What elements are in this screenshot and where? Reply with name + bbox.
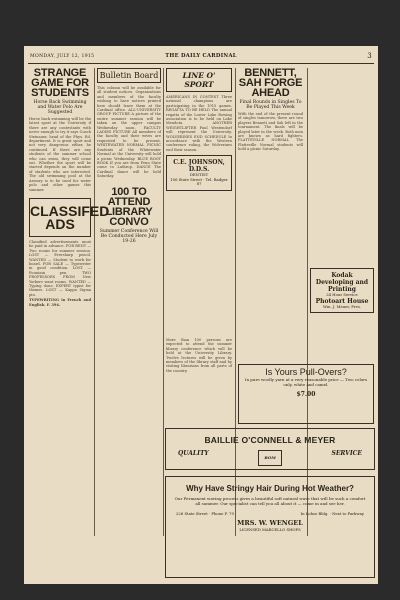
article-body: Horse back swimming will be the latest sport at the University if there are any contestants with nerve enough to try it says Coach Steinauer, head of the Phys. Ed. department. It is great sport and not very dangerous either, he continued. If there are any students of the summer school who can swim, they will come out. Whether the sport will be started depends on the number of students who are interested. The old swimming pool at the Armory is to be used for water polo and other games this summer.: [29, 117, 91, 192]
hair-address: 226 State Street · Phone F. 79: [176, 511, 234, 516]
baillie-name: BAILLIE O'CONNELL & MEYER: [204, 435, 336, 445]
hair-title: Why Have Stringy Hair During Hot Weather?: [186, 484, 354, 493]
column-3: [166, 68, 232, 308]
page-header: [24, 52, 378, 62]
hair-sub: LICENSED MARCELLO SHOPS: [239, 527, 301, 532]
convo-body: More than 100 persons are expected to attend the summer library conference which will be held at the University Library. Twelve lectures will be given by members of the library staff and by visiting librarians from all parts of the country.: [166, 338, 232, 373]
column-1: [29, 67, 110, 578]
hair-location: In Lohse Bldg. · Next to Parkway: [300, 511, 364, 516]
baillie-quality: QUALITY: [178, 450, 209, 457]
dentist-address: 106 State Street · Tel. Badger 87: [170, 176, 228, 187]
classified-body: Classified advertisements must be paid in advance. FOR RENT — Two rooms for summer session. LOST — Eversharp pencil. WANTED — Student to work for board. FOR SALE — Typewriter in good condition. LOST — Fountain pen. TWO PROFESSORS FROM New Yorkers want rooms. WANTED — Typing done. EXPERT typist for themes. LOST — Kappa Sigma pin.: [29, 239, 91, 297]
pullover-ad: [238, 364, 374, 424]
dentist-title: DENTIST: [189, 172, 209, 178]
baillie-service: SERVICE: [331, 450, 362, 457]
kodak-ad: [310, 268, 374, 313]
column-divider: [94, 68, 95, 536]
headline: STRANGE GAME FOR STUDENTS: [31, 67, 89, 99]
pullover-price: $7.00: [296, 391, 316, 398]
classified-header-box: [29, 198, 110, 237]
kodak-title: Kodak Developing and Printing: [315, 272, 369, 293]
kodak-sub: 24 Hour Service: [326, 292, 358, 297]
classified-last: TYPEWRITING in French and English. F. 394.: [29, 298, 91, 307]
header-date: MONDAY, JULY 12, 1915: [30, 54, 95, 59]
column-5: [310, 68, 374, 358]
promo-headline: 100 TO ATTEND LIBRARY CONVO: [105, 185, 153, 228]
header-page-number: 3: [367, 52, 372, 60]
bulletin-body: This column will be available for all student notices. Organizations and members of the faculty wishing to have notices printed here should leave them at the Cardinal office. ALL-UNIVERSITY GROUP PICTURE A picture of the entire summer session will be taken on the upper campus Wednesday noon. FACULTY LADIES PICTURE All members of the faculty and their wives are requested to be present. WHITEWATER NORMAL PICNIC Students of the Whitewater Normal at the University will hold a picnic Wednesday. BLUE BOOT BOOK If you are from Penn State come to Lathrop. DANCE The Cardinal dance will be held Saturday.: [97, 86, 161, 179]
line-o-sport-title: LINE O' SPORT: [166, 68, 232, 92]
bulletin-board-title: Bulletin Board: [97, 68, 161, 83]
deck: Horse Back Swimming and Water Polo Are Suggested: [33, 100, 87, 115]
pullover-body: In pure woolly yarn at a very reasonable price — Two colors only, white and camel.: [244, 377, 368, 387]
tennis-headline: BENNETT, SAH FORGE AHEAD: [238, 67, 303, 99]
column-divider: [163, 68, 164, 536]
hair-name: MRS. W. WENGEL: [237, 519, 303, 527]
dentist-ad: [166, 155, 232, 191]
dentist-name: C.E. JOHNSON, D.D.S.: [173, 159, 225, 174]
header-masthead: THE DAILY CARDINAL: [165, 53, 237, 59]
pullover-title: Is Yours Pull-Overs?: [265, 367, 347, 377]
hair-body: Our Permanent waving process gives a beautiful soft natural wave that will be such a comfort all summer. Our specialist can tell you all about it — come in and see her.: [174, 496, 366, 506]
tennis-body: With the end of the present round of singles tomorrow, there are two players Bennett and Sah left in the tournament. The finals will be played later in the week. Both men are known as hard fighters. PLATTEVILLE NORMAL The Platteville Normal students will hold a picnic Saturday.: [238, 112, 303, 152]
hair-ad: [165, 476, 375, 578]
baillie-logo: BOM: [258, 450, 282, 466]
header-rule: [28, 63, 374, 64]
column-2: [97, 68, 161, 578]
photoart-address: Wm. J. Meuer, Pres.: [323, 303, 361, 309]
column-4: [238, 68, 303, 358]
classified-title: CLASSIFED ADS: [30, 202, 110, 232]
photoart-name: Photoart House: [315, 297, 369, 305]
promo-deck: Summer Conference Will Be Conducted Here July 19-26: [99, 228, 159, 244]
convo-article: [166, 338, 232, 374]
tennis-deck: Final Rounds in Singles To Be Played This Week: [239, 100, 302, 110]
sport-body: AMERICANS IN CONTEST Three national champions are participating in the 1915 games. REGATTA TO BE HELD The annual regatta of the Lower Lake Rowing association is to be held on Lake Mendota. ANOTHER WEIGHTLIFTER Paul Westendorf will represent the University. WOLVERINES END SCHEDULE In accordance with the Western conference ruling, the Wolverines end their season.: [166, 95, 232, 152]
newspaper-page: [24, 46, 378, 584]
baillie-ad: [165, 428, 375, 470]
